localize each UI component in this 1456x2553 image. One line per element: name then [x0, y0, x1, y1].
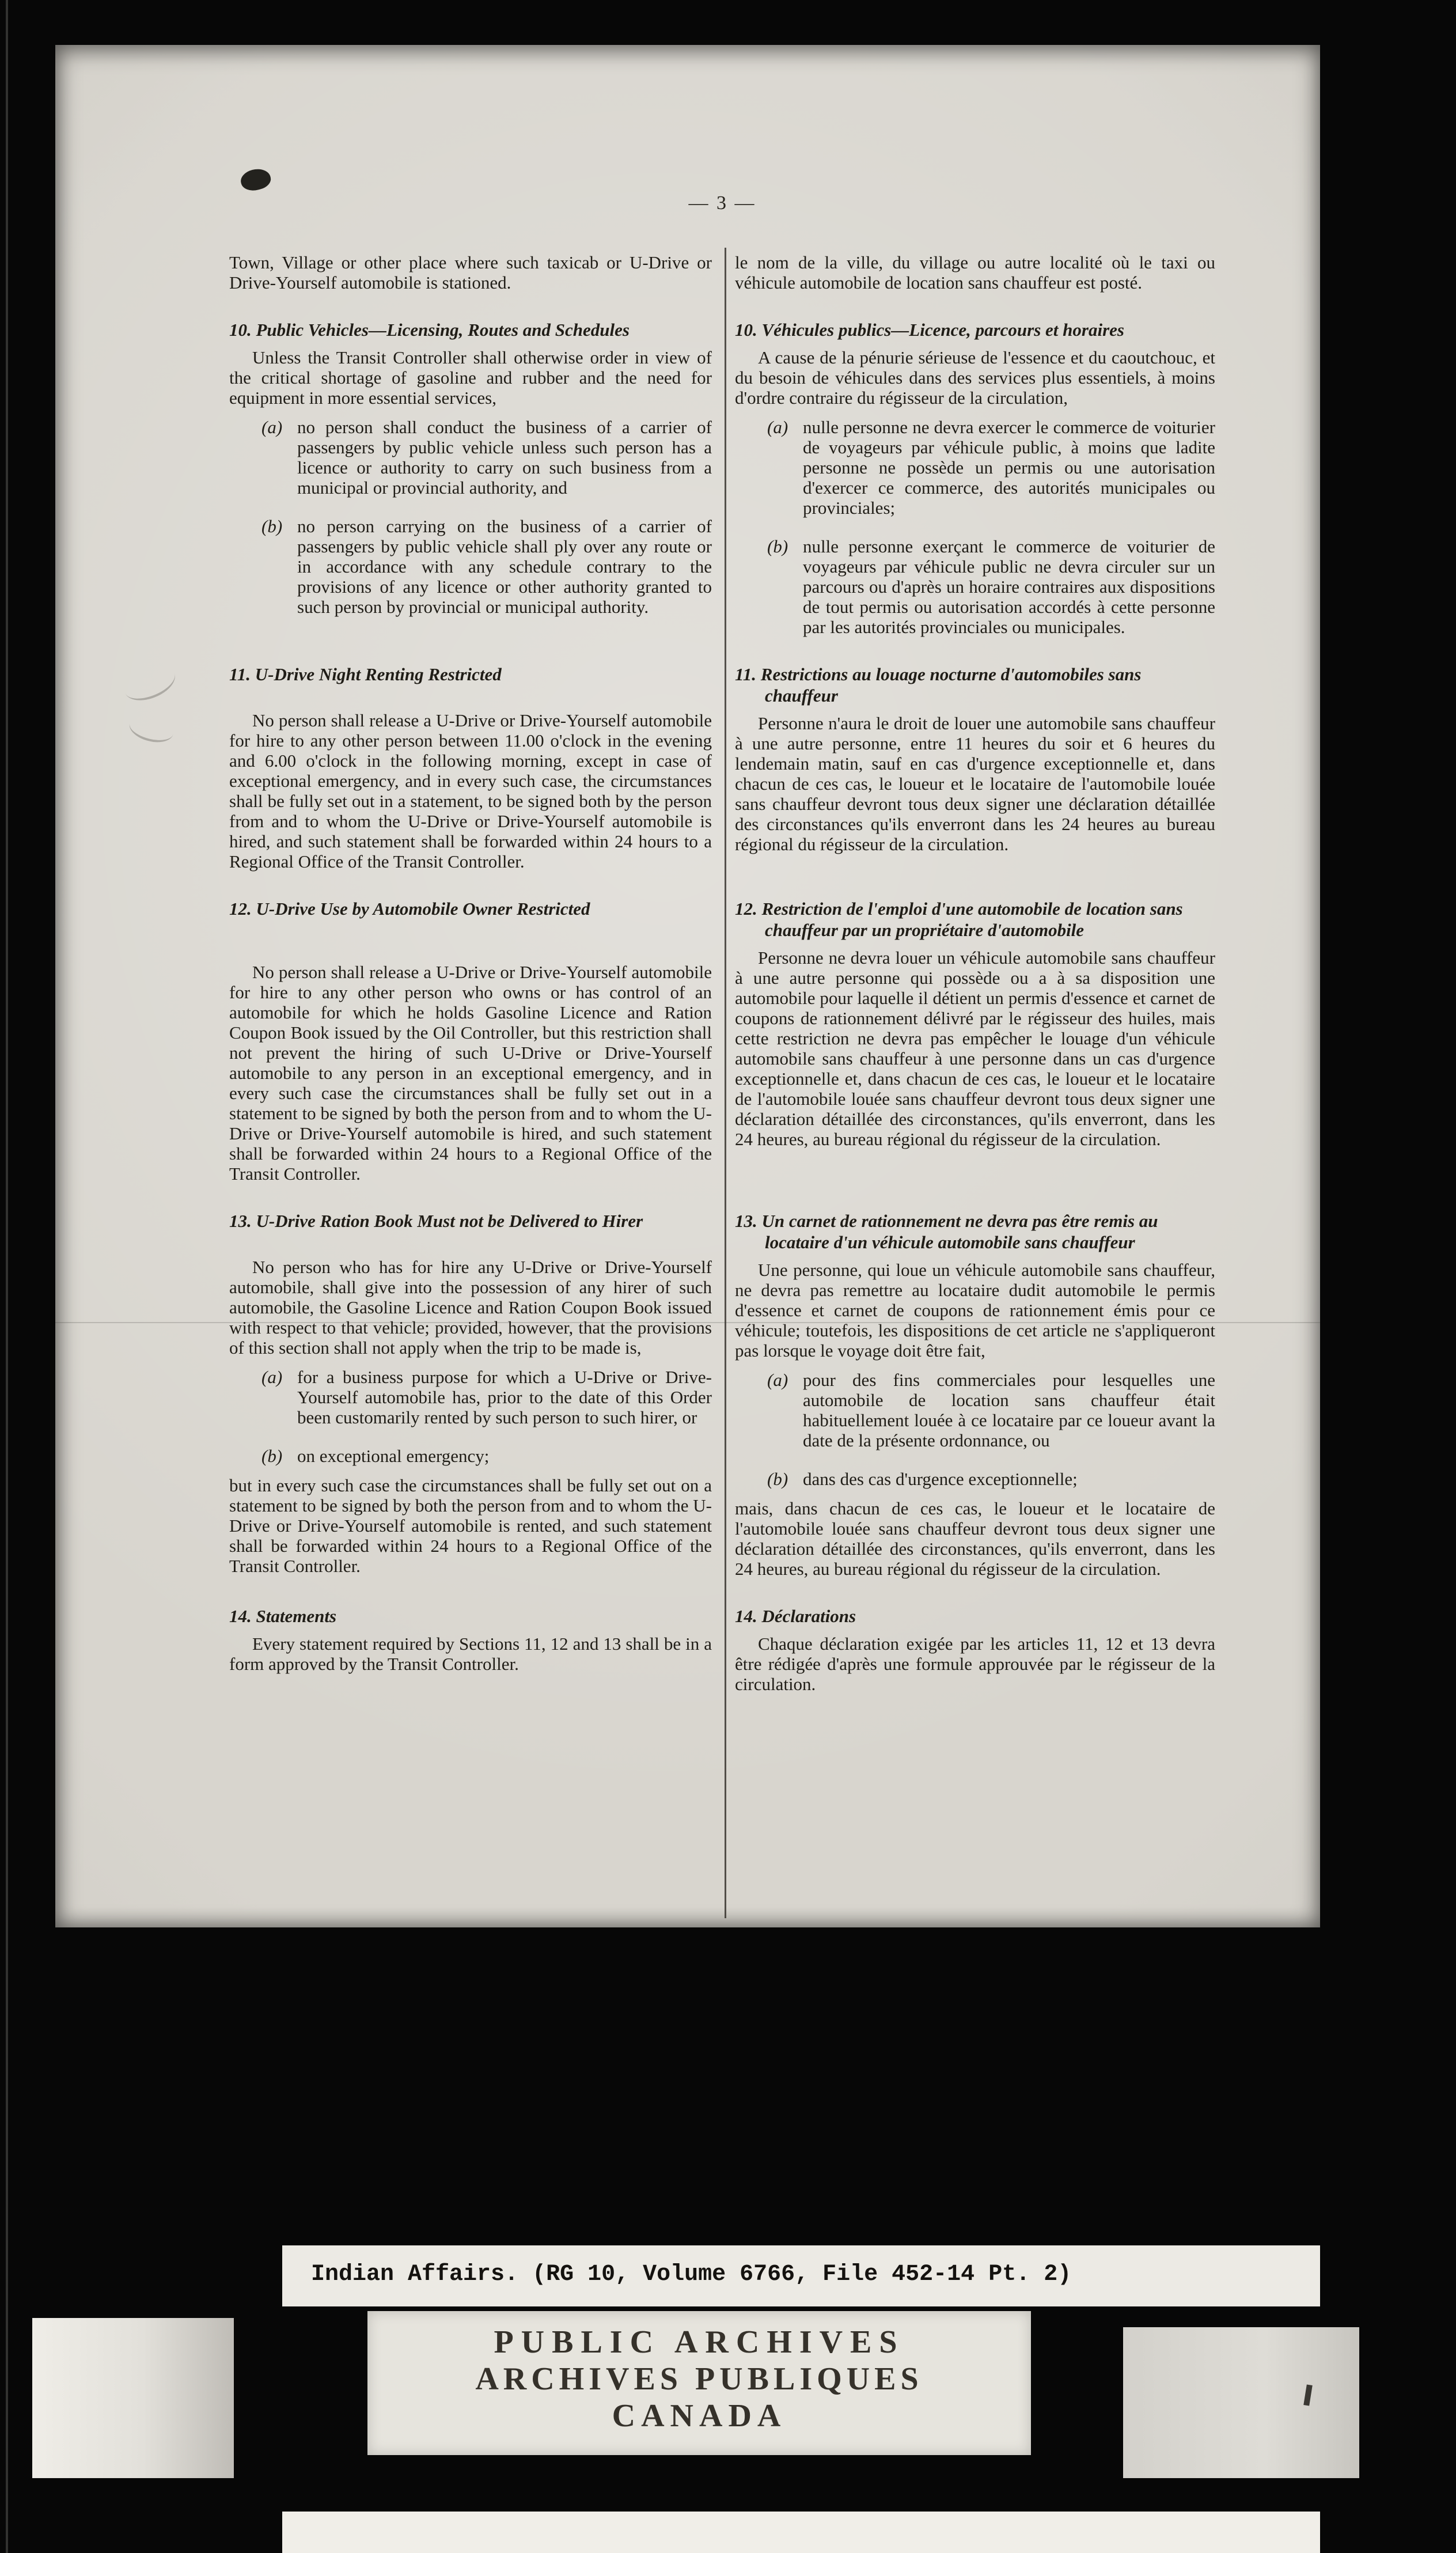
section-paragraph: No person shall release a U-Drive or Drive-Yourself automobile for hire to any other person between 11.00 o'clock in the evening and 6.00 o'clock in the following morning, except in case of exceptional emergency, and in every such case, the circumstances shall be fully set out in a statement, to be signed both by the person from and to whom the U-Drive or Drive-Yourself automobile is hired, and such statement shall be forwarded within 24 hours to a Regional Office of the Transit Controller.: [229, 710, 712, 872]
section-13-en: [229, 1210, 712, 1579]
list-item-label: (a): [261, 417, 283, 437]
archival-reference-label: Indian Affairs. (RG 10, Volume 6766, File 452-14 Pt. 2): [311, 2262, 1072, 2287]
intro-en: [229, 248, 712, 293]
section-heading: 13. U-Drive Ration Book Must not be Delivered to Hirer: [229, 1211, 643, 1231]
section-10-en: [229, 319, 712, 637]
section-paragraph: A cause de la pénurie sérieuse de l'essence et du caoutchouc, et du besoin de véhicules dans des services plus essentiels, à moins d'ordre contraire du régisseur de la circulation,: [735, 347, 1215, 408]
list-item-text: on exceptional emergency;: [297, 1446, 490, 1466]
intro-fr: [735, 248, 1215, 293]
text-columns: [229, 248, 1215, 1694]
list-item-label: (b): [261, 1446, 283, 1466]
section-paragraph: but in every such case the circumstances shall be fully set out on a statement to be signed by both the person from and to whom the U-Drive or Drive-Yourself automobile is rented, and such statement shall be forwarded within 24 hours to a Regional Office of the Transit Controller.: [229, 1475, 712, 1576]
section-12-en: [229, 898, 712, 1184]
list-item: [767, 417, 1215, 518]
section-paragraph: No person who has for hire any U-Drive or Drive-Yourself automobile, shall give into the possession of any hirer of such automobile, the Gasoline Licence and Ration Coupon Book issued with respect to that vehicle; provided, however, that the provisions of this section shall not apply when the trip to be made is,: [229, 1257, 712, 1358]
section-11-en: [229, 664, 712, 872]
section-paragraph: No person shall release a U-Drive or Drive-Yourself automobile for hire to any other person who owns or has control of an automobile for which he holds Gasoline Licence and Ration Coupon Book issued by the Oil Controller, but this restriction shall not prevent the hiring of such U-Drive or Drive-Yourself automobile to any person in an exceptional emergency, and in every such case the circumstances shall be fully set out in a statement to be signed by both the person from and to whom the U-Drive or Drive-Yourself automobile is hired, and such statement shall be forwarded within 24 hours to a Regional Office of the Transit Controller.: [229, 962, 712, 1184]
list-item: [261, 417, 712, 498]
section-paragraph: Personne ne devra louer un véhicule automobile sans chauffeur à une autre personne qui possède ou a à sa disposition une automobile pour laquelle il détient un permis d'essence et carnet de coupons de rationnement délivré par le régisseur des huiles, mais cette restriction ne devra pas empêcher le louage d'un véhicule automobile sans chauffeur à une personne dans un cas d'urgence exceptionnelle et, dans chacun de ces cas, le loueur et le locataire de l'automobile louée sans chauffeur devront tous deux signer une déclaration détaillée des circonstances, qu'ils enverront, dans les 24 heures, au bureau régional du régisseur de la circulation.: [735, 948, 1215, 1149]
section-heading: 13. Un carnet de rationnement ne devra pas être remis au locataire d'un véhicule automobile sans chauffeur: [735, 1211, 1158, 1252]
section-10-fr: [735, 319, 1215, 637]
section-paragraph: Chaque déclaration exigée par les articles 11, 12 et 13 devra être rédigée d'après une formule approuvée par le régisseur de la circulation.: [735, 1634, 1215, 1694]
section-heading: 11. U-Drive Night Renting Restricted: [229, 664, 502, 684]
list-item-text: nulle personne ne devra exercer le commerce de voiturier de voyageurs par véhicule public, à moins que ladite personne ne possède un permis ou une autorisation d'exercer ce commerce, des autorités municipales ou provinciales;: [803, 417, 1215, 518]
section-heading: 10. Véhicules publics—Licence, parcours et horaires: [735, 320, 1124, 340]
film-frame-bottom: [282, 2512, 1320, 2553]
list-item-text: nulle personne exerçant le commerce de voiturier de voyageurs par véhicule public ne devra circuler sur un parcours ou d'après un horaire contraires aux dispositions de tout permis ou autorisation accordés à cette personne par les autorités provinciales ou municipales.: [803, 536, 1215, 637]
list-item-label: (b): [261, 516, 283, 536]
section-13-fr: [735, 1210, 1215, 1579]
archival-reference-strip: [282, 2245, 1320, 2306]
section-14-fr: [735, 1605, 1215, 1694]
ink-mark: [1303, 2384, 1313, 2406]
list-item: [261, 1446, 712, 1466]
stamp-line-1: PUBLIC ARCHIVES: [494, 2324, 905, 2360]
section-heading: 14. Déclarations: [735, 1606, 856, 1626]
ink-blot: [238, 166, 272, 194]
section-paragraph: Every statement required by Sections 11, 12 and 13 shall be in a form approved by the Transit Controller.: [229, 1634, 712, 1674]
list-item-label: (a): [261, 1367, 283, 1387]
section-14-en: [229, 1605, 712, 1694]
section-heading: 14. Statements: [229, 1606, 337, 1626]
page-number: — 3 —: [688, 192, 756, 214]
list-item-text: for a business purpose for which a U-Drive or Drive-Yourself automobile has, prior to the date of this Order been customarily rented by such person to such hirer, or: [297, 1367, 712, 1427]
list-item-text: dans des cas d'urgence exceptionnelle;: [803, 1469, 1078, 1489]
list-item: [767, 1370, 1215, 1450]
list-item-label: (a): [767, 1370, 788, 1390]
list-item: [767, 1469, 1215, 1489]
section-paragraph: Town, Village or other place where such taxicab or U-Drive or Drive-Yourself automobile is stationed.: [229, 252, 712, 293]
section-heading: 11. Restrictions au louage nocturne d'automobiles sans chauffeur: [735, 664, 1142, 706]
list-item-label: (a): [767, 417, 788, 437]
section-paragraph: Personne n'aura le droit de louer une automobile sans chauffeur à une autre personne, entre 11 heures du soir et 6 heures du lendemain matin, sauf en cas d'urgence exceptionnelle et, dans chacun de ces cas, le loueur et le locataire de l'automobile louée sans chauffeur devront tous deux signer une déclaration détaillée des circonstances qu'ils enverront dans les 24 heures au bureau régional du régisseur de la circulation.: [735, 713, 1215, 854]
film-frame-left: [32, 2318, 234, 2478]
film-edge-line: [6, 0, 8, 2553]
list-item-text: no person shall conduct the business of a carrier of passengers by public vehicle unless such person has a licence or authority to carry on such business from a municipal or provincial authority, and: [297, 417, 712, 498]
section-paragraph: Unless the Transit Controller shall otherwise order in view of the critical shortage of gasoline and rubber and the need for equipment in more essential services,: [229, 347, 712, 408]
pencil-scribble: [120, 660, 180, 707]
list-item-label: (b): [767, 1469, 788, 1489]
list-item-text: no person carrying on the business of a carrier of passengers by public vehicle shall ply over any route or in accordance with any schedule contrary to the provisions of any licence or other authority granted to such person by provincial or municipal authority.: [297, 516, 712, 617]
section-heading: 12. Restriction de l'emploi d'une automobile de location sans chauffeur par un propriétaire d'automobile: [735, 899, 1183, 940]
pencil-scribble: [127, 711, 176, 747]
list-item-text: pour des fins commerciales pour lesquelles une automobile de location sans chauffeur était habituellement louée à ce locataire par ce loueur avant la date de la présente ordonnance, ou: [803, 1370, 1215, 1450]
list-item: [261, 1367, 712, 1427]
list-item: [261, 516, 712, 617]
list-item-label: (b): [767, 536, 788, 556]
section-heading: 10. Public Vehicles—Licensing, Routes and Schedules: [229, 320, 630, 340]
stamp-line-3: CANADA: [612, 2398, 787, 2434]
film-frame-right: [1123, 2327, 1359, 2478]
document-page: [55, 45, 1320, 1927]
section-12-fr: [735, 898, 1215, 1184]
section-paragraph: le nom de la ville, du village ou autre localité où le taxi ou véhicule automobile de location sans chauffeur est posté.: [735, 252, 1215, 293]
archives-stamp: [367, 2311, 1031, 2455]
section-paragraph: Une personne, qui loue un véhicule automobile sans chauffeur, ne devra pas remettre au locataire dudit automobile le permis d'essence et carnet de coupons de rationnement émis pour ce véhicule; toutefois, les dispositions de cet article ne s'appliqueront pas lorsque le voyage doit être fait,: [735, 1260, 1215, 1361]
section-heading: 12. U-Drive Use by Automobile Owner Restricted: [229, 899, 590, 919]
stamp-line-2: ARCHIVES PUBLIQUES: [475, 2361, 923, 2397]
section-paragraph: mais, dans chacun de ces cas, le loueur et le locataire de l'automobile louée sans chauffeur devront tous deux signer une déclaration détaillée des circonstances, qu'ils enverront, dans les 24 heures, au bureau régional du régisseur de la circulation.: [735, 1498, 1215, 1579]
list-item: [767, 536, 1215, 637]
section-11-fr: [735, 664, 1215, 872]
